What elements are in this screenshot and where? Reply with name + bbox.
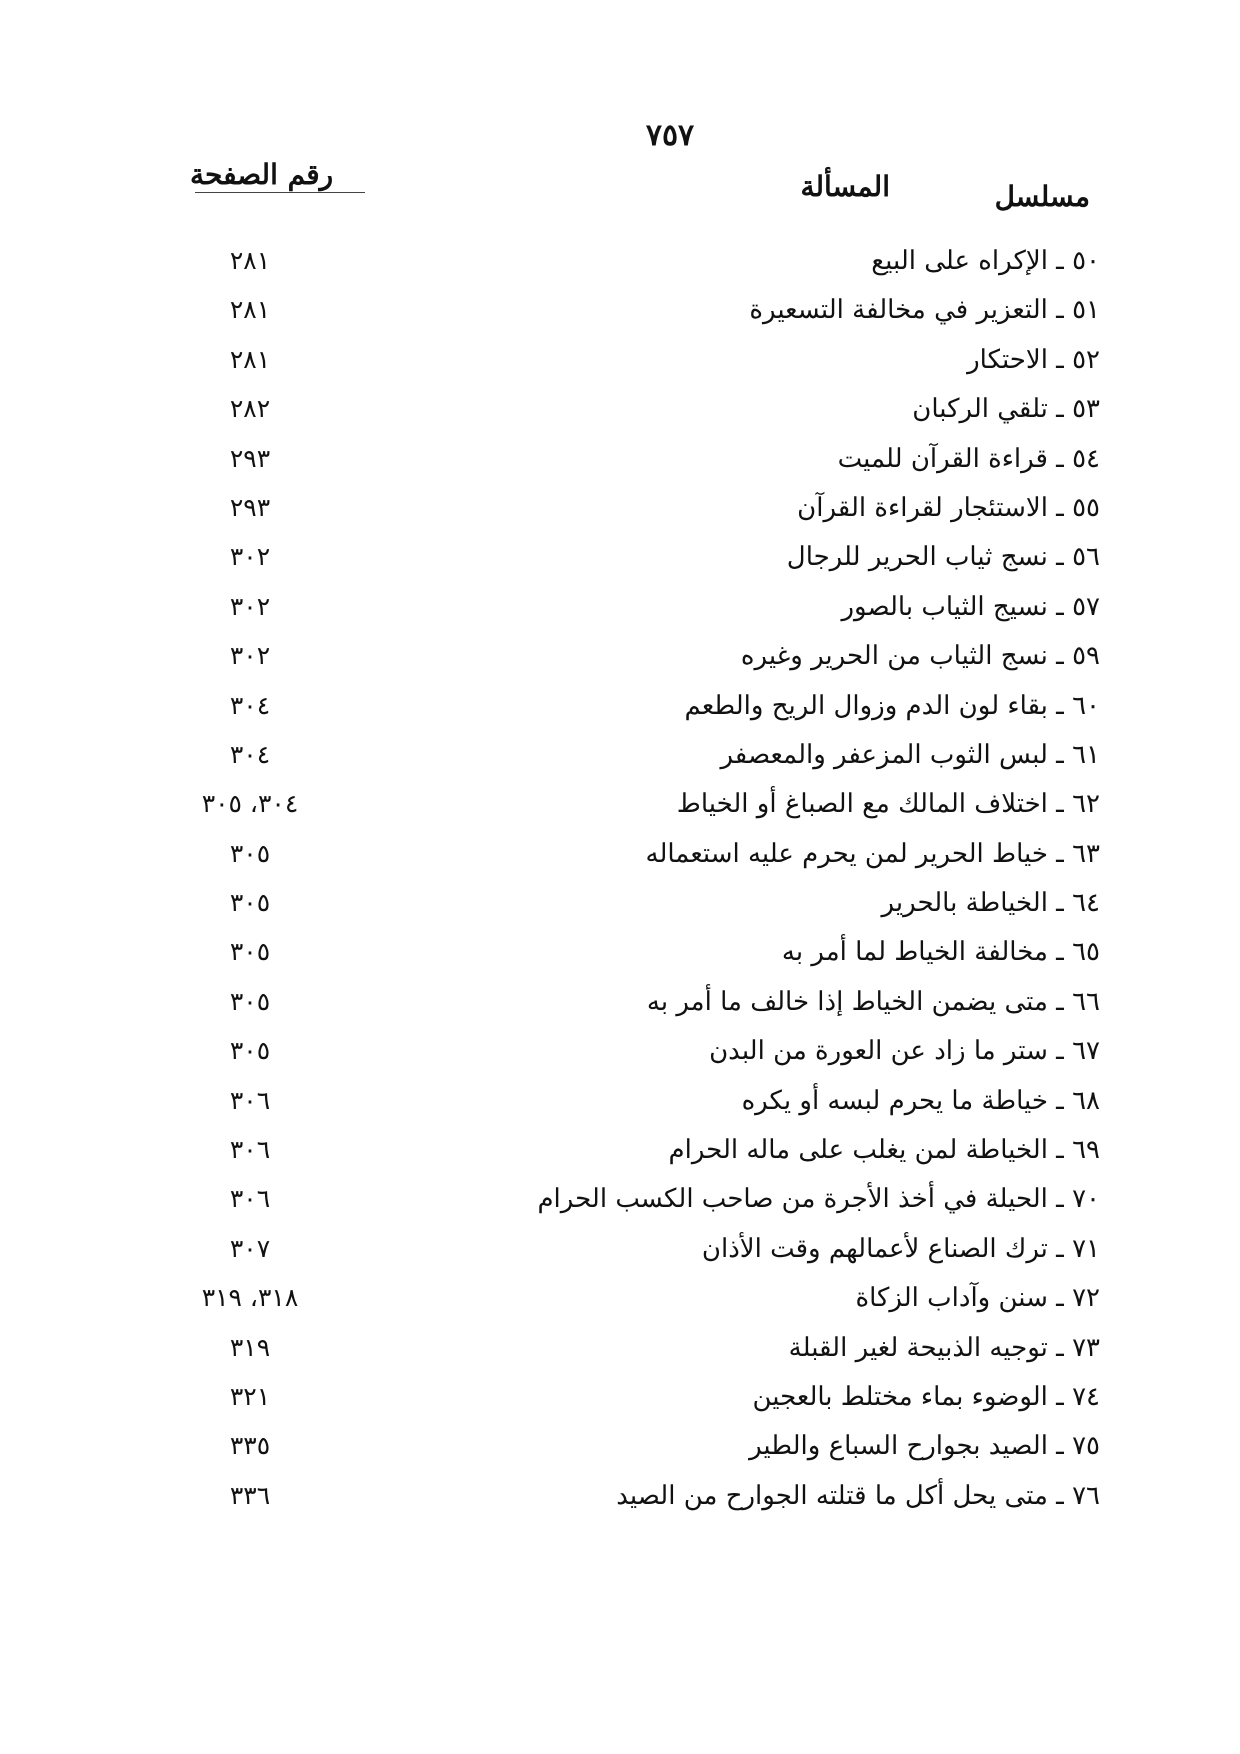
page-reference: ٣٠٢ xyxy=(229,641,271,671)
index-row xyxy=(0,1278,1240,1327)
index-row xyxy=(0,686,1240,735)
page-reference: ٢٨١ xyxy=(229,344,271,374)
issue-entry: ٦٣ ـ خياط الحرير لمن يحرم عليه استعماله xyxy=(645,838,1100,869)
serial-column-header: مسلسل xyxy=(994,180,1090,213)
issue-entry: ٧٤ ـ الوضوء بماء مختلط بالعجين xyxy=(752,1381,1100,1412)
index-row xyxy=(0,982,1240,1031)
page-number: ٧٥٧ xyxy=(645,118,695,153)
index-row xyxy=(0,735,1240,784)
issue-entry: ٥١ ـ التعزير في مخالفة التسعيرة xyxy=(749,295,1100,326)
page-reference: ٣١٨، ٣١٩ xyxy=(201,1283,299,1313)
issue-entry: ٧١ ـ ترك الصناع لأعمالهم وقت الأذان xyxy=(701,1233,1100,1264)
issue-entry: ٦٦ ـ متى يضمن الخياط إذا خالف ما أمر به xyxy=(646,986,1100,1017)
issue-entry: ٥٣ ـ تلقي الركبان xyxy=(912,394,1100,425)
index-row xyxy=(0,537,1240,586)
issue-entry: ٧٥ ـ الصيد بجوارح السباع والطير xyxy=(749,1431,1100,1462)
issue-entry: ٧٢ ـ سنن وآداب الزكاة xyxy=(855,1283,1100,1314)
index-row xyxy=(0,439,1240,488)
page-reference: ٣٠٢ xyxy=(229,591,271,621)
issue-entry: ٦٤ ـ الخياطة بالحرير xyxy=(881,888,1100,919)
issue-entry: ٦٠ ـ بقاء لون الدم وزوال الريح والطعم xyxy=(684,690,1100,721)
index-row xyxy=(0,1377,1240,1426)
index-row xyxy=(0,1426,1240,1475)
index-row xyxy=(0,1179,1240,1228)
issue-entry: ٦٨ ـ خياطة ما يحرم لبسه أو يكره xyxy=(741,1085,1100,1116)
header-underline xyxy=(195,192,365,193)
issue-entry: ٥٩ ـ نسج الثياب من الحرير وغيره xyxy=(740,641,1100,672)
index-row xyxy=(0,1476,1240,1525)
page-reference: ٣٠٧ xyxy=(229,1233,271,1263)
page-reference: ٣٠٦ xyxy=(229,1085,271,1115)
index-row xyxy=(0,932,1240,981)
page-reference: ٣٠٥ xyxy=(229,986,271,1016)
issue-entry: ٥٥ ـ الاستئجار لقراءة القرآن xyxy=(797,492,1100,523)
issue-entry: ٦٩ ـ الخياطة لمن يغلب على ماله الحرام xyxy=(668,1135,1100,1166)
page-reference: ٣٠٤ xyxy=(229,739,271,769)
page-reference: ٣٢١ xyxy=(229,1381,271,1411)
page-reference: ٣٠٢ xyxy=(229,542,271,572)
page-reference: ٣٠٦ xyxy=(229,1135,271,1165)
page-reference: ٣٠٥ xyxy=(229,937,271,967)
issue-entry: ٦٥ ـ مخالفة الخياط لما أمر به xyxy=(781,937,1100,968)
issue-entry: ٧٣ ـ توجيه الذبيحة لغير القبلة xyxy=(788,1332,1100,1363)
issue-entry: ٦١ ـ لبس الثوب المزعفر والمعصفر xyxy=(720,739,1100,770)
page-reference: ٣٠٥ xyxy=(229,888,271,918)
index-row xyxy=(0,290,1240,339)
index-row xyxy=(0,834,1240,883)
index-row xyxy=(0,389,1240,438)
page-reference: ٣٣٥ xyxy=(229,1431,271,1461)
page-column-header: رقم الصفحة xyxy=(190,158,334,191)
page-reference: ٢٨١ xyxy=(229,295,271,325)
index-row xyxy=(0,1229,1240,1278)
page-reference: ٢٨١ xyxy=(229,246,271,275)
issue-column-header: المسألة xyxy=(800,170,890,203)
issue-entry: ٥٤ ـ قراءة القرآن للميت xyxy=(837,443,1100,474)
issue-entry: ٥٧ ـ نسيج الثياب بالصور xyxy=(841,591,1100,622)
issue-entry: ٧٠ ـ الحيلة في أخذ الأجرة من صاحب الكسب الحرام xyxy=(537,1184,1100,1215)
index-row xyxy=(0,340,1240,389)
issue-entry: ٥٠ ـ الإكراه على البيع xyxy=(871,246,1100,276)
page-reference: ٢٨٢ xyxy=(229,394,271,424)
issue-entry: ٥٦ ـ نسج ثياب الحرير للرجال xyxy=(786,542,1100,573)
page-reference: ٣٠٥ xyxy=(229,838,271,868)
index-row xyxy=(0,883,1240,932)
issue-entry: ٥٢ ـ الاحتكار xyxy=(967,344,1100,375)
index-table xyxy=(0,241,1240,1525)
index-row xyxy=(0,784,1240,833)
index-row xyxy=(0,1031,1240,1080)
page-reference: ٣٠٦ xyxy=(229,1184,271,1214)
index-row xyxy=(0,1328,1240,1377)
page-reference: ٣٠٤ xyxy=(229,690,271,720)
page-reference: ٣٠٥ xyxy=(229,1036,271,1066)
issue-entry: ٦٧ ـ ستر ما زاد عن العورة من البدن xyxy=(709,1036,1100,1067)
page-reference: ٢٩٣ xyxy=(229,443,271,473)
index-row xyxy=(0,1130,1240,1179)
index-row xyxy=(0,241,1240,290)
page-reference: ٣٠٤، ٣٠٥ xyxy=(201,789,299,819)
page-reference: ٢٩٣ xyxy=(229,492,271,522)
index-row xyxy=(0,587,1240,636)
issue-entry: ٦٢ ـ اختلاف المالك مع الصباغ أو الخياط xyxy=(676,789,1100,820)
page-reference: ٣٣٦ xyxy=(229,1480,271,1510)
index-row xyxy=(0,636,1240,685)
index-row xyxy=(0,1081,1240,1130)
index-row xyxy=(0,488,1240,537)
page-reference: ٣١٩ xyxy=(229,1332,271,1362)
issue-entry: ٧٦ ـ متى يحل أكل ما قتلته الجوارح من الصيد xyxy=(616,1480,1100,1511)
